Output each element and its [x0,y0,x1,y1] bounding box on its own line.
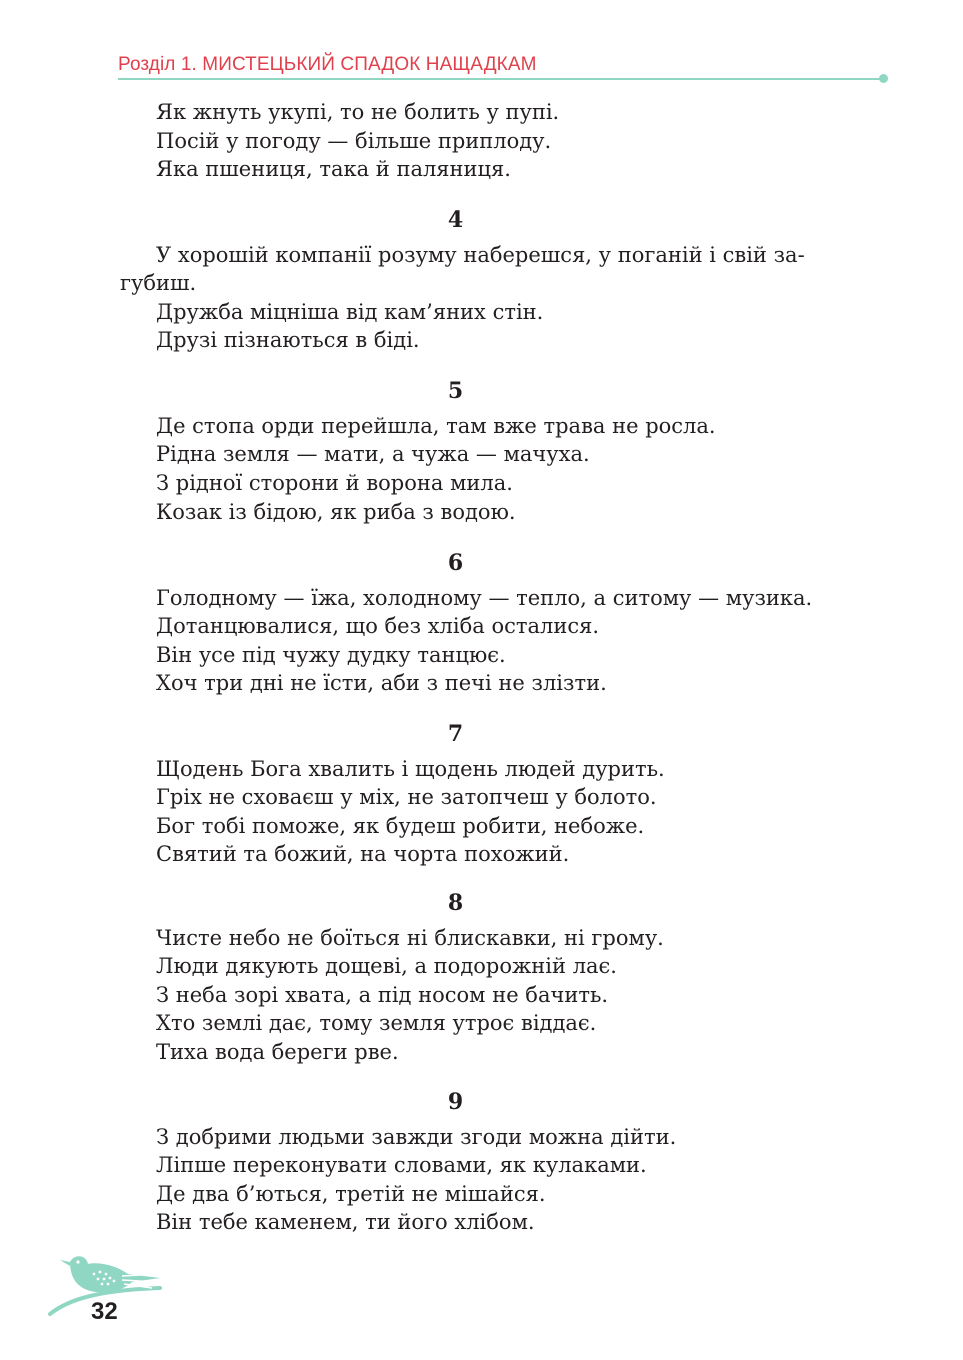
proverb-line: Рідна земля — мати, а чужа — мачуха. [156,442,590,466]
proverb-line: Яка пшениця, така й паляниця. [156,157,511,181]
proverb-line: Дружба міцніша від кам’яних стін. [156,300,544,324]
proverb-line: Бог тобі поможе, як будеш робити, небоже. [156,814,645,838]
proverb-line: Хоч три дні не їсти, аби з печі не злізти. [156,671,607,695]
proverb-line: Ліпше переконувати словами, як кулаками. [156,1153,647,1177]
group-number: 4 [447,207,464,233]
group-number: 6 [447,550,464,576]
group-number: 9 [447,1089,464,1115]
header-rule [118,78,886,80]
proverb-line: Хто землі дає, тому земля утроє віддає. [156,1011,597,1035]
proverb-line: Гріх не сховаєш у міх, не затопчеш у болото. [156,785,657,809]
group-number: 5 [447,378,464,404]
proverb-line: Друзі пізнаються в біді. [156,328,420,352]
proverb-line: Голодному — їжа, холодному — тепло, а ситому — музика. [156,586,813,610]
proverb-line: Щодень Бога хвалить і щодень людей дурить. [156,757,665,781]
header-rule-dot [879,74,888,83]
proverb-line: У хорошій компанії розуму наберешся, у поганій і свій за- [156,243,805,267]
proverb-line: З рідної сторони й ворона мила. [156,471,513,495]
proverb-line: Чисте небо не боїться ні блискавки, ні грому. [156,926,664,950]
proverb-line: Він усе під чужу дудку танцює. [156,643,506,667]
page-number: 32 [91,1298,118,1325]
proverb-line: Він тебе каменем, ти його хлібом. [156,1210,535,1234]
proverb-line: Де два б’ються, третій не мішайся. [156,1182,546,1206]
proverb-line: Посій у погоду — більше приплоду. [156,129,552,153]
proverb-line: Дотанцювалися, що без хліба осталися. [156,614,600,638]
proverb-line: Козак із бідою, як риба з водою. [156,500,516,524]
proverb-line: Тиха вода береги рве. [156,1040,399,1064]
proverb-line: З неба зорі хвата, а під носом не бачить. [156,983,609,1007]
proverb-line: Де стопа орди перейшла, там вже трава не росла. [156,414,716,438]
proverb-line: Люди дякують дощеві, а подорожній лає. [156,954,617,978]
proverb-line: Святий та божий, на чорта похожий. [156,842,570,866]
group-number: 8 [447,890,464,916]
proverb-line: З добрими людьми завжди згоди можна дійти. [156,1125,677,1149]
group-number: 7 [447,721,464,747]
proverb-line: Як жнуть укупі, то не болить у пупі. [156,100,560,124]
proverb-line: губиш. [120,271,197,295]
section-header: Розділ 1. МИСТЕЦЬКИЙ СПАДОК НАЩАДКАМ [118,54,537,75]
